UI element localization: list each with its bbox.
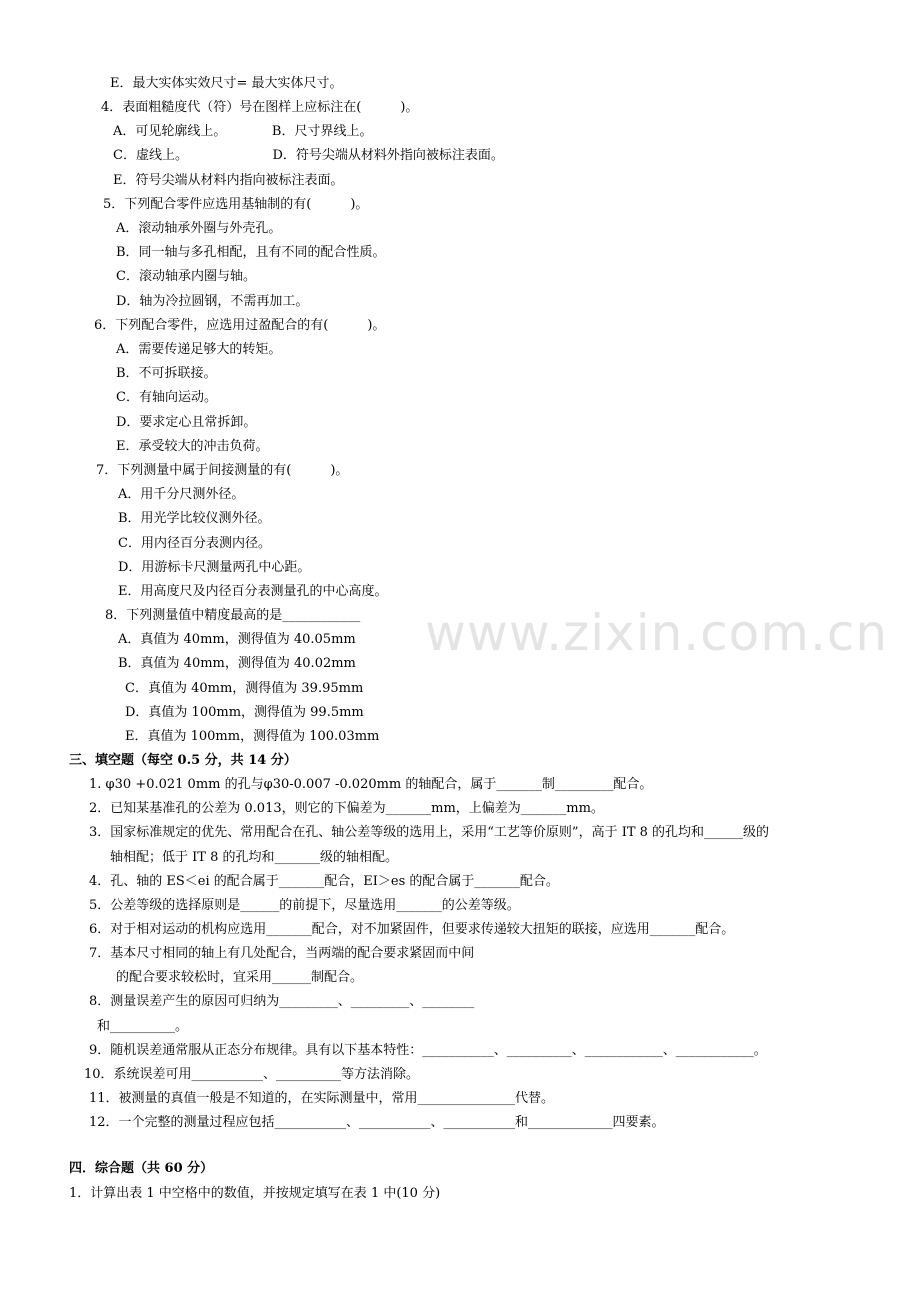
option-8a: A．真值为 40mm，测得值为 40.05mm xyxy=(118,632,356,647)
fill-7-cont: 的配合要求较松时，宜采用______制配合。 xyxy=(116,970,364,985)
fill-2: 2．已知某基准孔的公差为 0.013，则它的下偏差为_______mm，上偏差为_______mm。 xyxy=(89,801,604,816)
option-5c: C．滚动轴承内圈与轴。 xyxy=(116,269,256,284)
option-4cd: C．虚线上。 D．符号尖端从材料外指向被标注表面。 xyxy=(113,148,504,163)
fill-8-cont: 和__________。 xyxy=(97,1019,189,1034)
option-7e: E．用高度尺及内径百分表测量孔的中心高度。 xyxy=(118,584,388,599)
comprehensive-1: 1．计算出表 1 中空格中的数值，并按规定填写在表 1 中(10 分) xyxy=(69,1186,441,1201)
fill-1: 1. φ30 +0.021 0mm 的孔与φ30-0.007 -0.020mm 的轴配合，属于_______制_________配合。 xyxy=(89,777,653,792)
option-4ab: A．可见轮廓线上。 B．尺寸界线上。 xyxy=(113,124,373,139)
option-6b: B．不可拆联接。 xyxy=(116,366,217,381)
question-4: 4．表面粗糙度代（符）号在图样上应标注在( )。 xyxy=(101,100,419,115)
option-7c: C．用内径百分表测内径。 xyxy=(118,536,271,551)
option-7d: D．用游标卡尺测量两孔中心距。 xyxy=(118,560,311,575)
option-7b: B．用光学比较仪测外径。 xyxy=(118,511,271,526)
fill-11: 11．被测量的真值一般是不知道的，在实际测量中，常用_______________代替。 xyxy=(89,1091,555,1106)
section-3-heading: 三、填空题（每空 0.5 分，共 14 分） xyxy=(69,753,297,768)
fill-8: 8．测量误差产生的原因可归纳为_________、_________、________ xyxy=(89,994,475,1009)
watermark: www.zixin.com.cn xyxy=(425,604,889,662)
option-7a: A．用千分尺测外径。 xyxy=(118,487,245,502)
fill-9: 9．随机误差通常服从正态分布规律。具有以下基本特性：___________、__________、____________、____________。 xyxy=(89,1043,767,1058)
question-6: 6．下列配合零件，应选用过盈配合的有( )。 xyxy=(94,318,386,333)
fill-10: 10．系统误差可用___________、__________等方法消除。 xyxy=(84,1067,420,1082)
option-5b: B．同一轴与多孔相配，且有不同的配合性质。 xyxy=(116,245,386,260)
option-6c: C．有轴向运动。 xyxy=(116,390,217,405)
fill-6: 6．对于相对运动的机构应选用_______配合，对不加紧固件，但要求传递较大扭矩的联接，应选用_______配合。 xyxy=(89,922,735,937)
question-8: 8．下列测量值中精度最高的是____________ xyxy=(105,608,361,623)
option-3e: E．最大实体实效尺寸= 最大实体尺寸。 xyxy=(110,76,343,91)
fill-3-cont: 轴相配；低于 IT 8 的孔均和_______级的轴相配。 xyxy=(110,850,398,865)
option-6e: E．承受较大的冲击负荷。 xyxy=(116,439,269,454)
option-6a: A．需要传递足够大的转矩。 xyxy=(116,342,282,357)
option-8e: E．真值为 100mm，测得值为 100.03mm xyxy=(125,729,380,744)
option-8b: B．真值为 40mm，测得值为 40.02mm xyxy=(118,656,356,671)
option-6d: D．要求定心且常拆卸。 xyxy=(116,415,257,430)
option-5a: A．滚动轴承外圈与外壳孔。 xyxy=(116,221,282,236)
section-4-heading: 四．综合题（共 60 分） xyxy=(69,1161,214,1176)
fill-5: 5．公差等级的选择原则是______的前提下，尽量选用_______的公差等级。 xyxy=(89,898,520,913)
option-8c: C．真值为 40mm，测得值为 39.95mm xyxy=(125,681,364,696)
option-8d: D．真值为 100mm，测得值为 99.5mm xyxy=(125,705,364,720)
fill-3: 3．国家标准规定的优先、常用配合在孔、轴公差等级的选用上，采用“工艺等价原则”，高于 IT 8 的孔均和______级的 xyxy=(89,825,770,840)
option-4e: E．符号尖端从材料内指向被标注表面。 xyxy=(113,173,344,188)
fill-7: 7．基本尺寸相同的轴上有几处配合，当两端的配合要求紧固而中间 xyxy=(89,946,475,961)
fill-4: 4．孔、轴的 ES＜ei 的配合属于_______配合，EI＞es 的配合属于_______配合。 xyxy=(89,874,559,889)
fill-12: 12．一个完整的测量过程应包括___________、___________、___________和_____________四要素。 xyxy=(89,1115,665,1130)
question-5: 5．下列配合零件应选用基轴制的有( )。 xyxy=(103,197,369,212)
question-7: 7．下列测量中属于间接测量的有( )。 xyxy=(96,463,349,478)
option-5d: D．轴为冷拉圆钢，不需再加工。 xyxy=(116,294,309,309)
